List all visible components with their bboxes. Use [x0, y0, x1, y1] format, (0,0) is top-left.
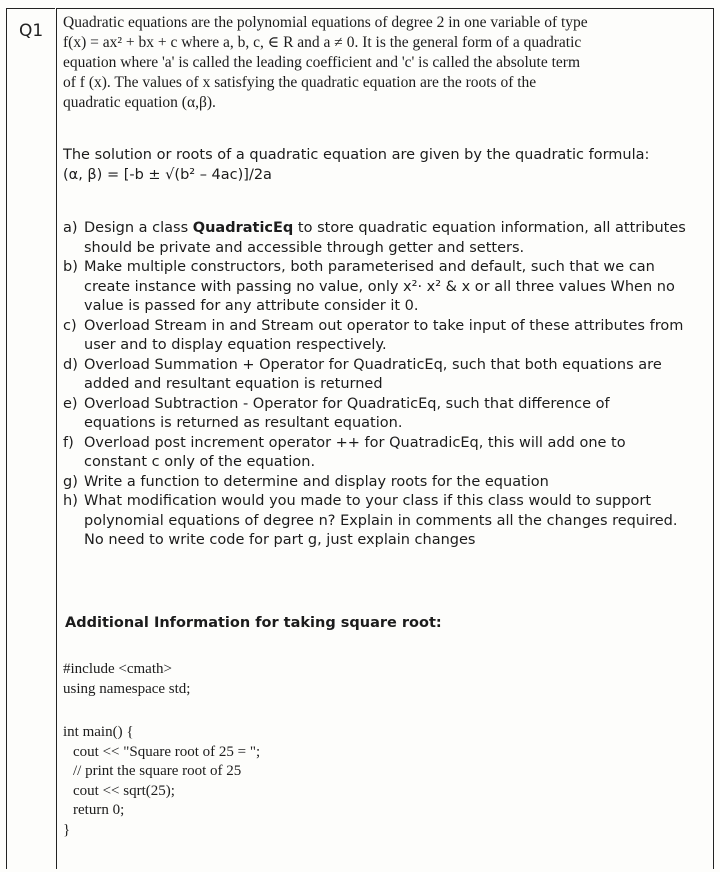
- task-label: h): [56, 492, 84, 551]
- code-line: cout << sqrt(25);: [73, 782, 175, 799]
- task-text: [84, 492, 711, 551]
- task-label: e): [56, 395, 84, 434]
- task-item: [57, 395, 711, 434]
- task-item: [57, 492, 711, 551]
- class-name: QuadraticEq: [192, 220, 294, 236]
- intro-line: Quadratic equations are the polynomial equations of degree 2 in one variable of type: [63, 14, 588, 31]
- intro-paragraph: [63, 13, 711, 113]
- task-line: create instance with passing no value, only x²· x² & x or all three values When no: [84, 278, 675, 295]
- task-line: Write a function to determine and display roots for the equation: [84, 473, 549, 490]
- code-main-block: [63, 723, 703, 840]
- task-item: [57, 434, 711, 473]
- task-line: Make multiple constructors, both parameterised and default, such that we can: [84, 259, 655, 275]
- task-label: a): [56, 219, 84, 258]
- task-label: b): [56, 258, 84, 317]
- task-line: user and to display equation respectively.: [84, 337, 387, 353]
- question-number: Q1: [19, 21, 44, 41]
- question-content-cell: [56, 8, 714, 869]
- code-line: }: [63, 821, 71, 838]
- intro-line: equation where 'a' is called the leading coefficient and 'c' is called the absolute term: [63, 54, 581, 71]
- task-line: Overload post increment operator ++ for QuatradicEq, this will add one to: [84, 434, 626, 451]
- task-line: Design a class: [84, 220, 193, 236]
- task-list: [57, 219, 711, 551]
- intro-line: of f (x). The values of x satisfying the quadratic equation are the roots of the: [63, 74, 537, 91]
- task-label: d): [56, 356, 84, 395]
- additional-info-title: Additional Information for taking square root:: [65, 615, 442, 631]
- task-item: [57, 317, 711, 356]
- code-line: int main() {: [63, 724, 134, 740]
- code-line: #include <cmath>: [63, 661, 172, 677]
- task-text: [84, 434, 711, 473]
- task-line: equations is returned as resultant equation.: [84, 415, 403, 431]
- formula-block: [63, 145, 711, 185]
- intro-line: f(x) = ax² + bx + c where a, b, c, ∈ R and a ≠ 0. It is the general form of a quadratic: [63, 34, 582, 51]
- task-text: [84, 317, 711, 356]
- intro-line: quadratic equation (α,β).: [63, 94, 216, 111]
- task-line: Overload Subtraction - Operator for QuadraticEq, such that difference of: [84, 395, 610, 412]
- code-line: return 0;: [73, 802, 125, 818]
- task-line: to store quadratic equation information, all attributes: [293, 220, 686, 236]
- task-line: value is passed for any attribute consider it 0.: [84, 298, 419, 314]
- task-label: c): [56, 317, 84, 356]
- task-line: Overload Summation + Operator for QuadraticEq, such that both equations are: [84, 356, 662, 373]
- task-line: What modification would you made to your class if this class would to support: [84, 493, 652, 509]
- formula-intro: The solution or roots of a quadratic equation are given by the quadratic formula:: [63, 147, 650, 163]
- question-number-cell: [6, 8, 55, 869]
- task-text: [84, 356, 711, 395]
- task-item: [57, 219, 711, 258]
- task-line: added and resultant equation is returned: [84, 376, 383, 392]
- code-header-block: [63, 660, 703, 699]
- task-text: [84, 219, 711, 258]
- task-item: [57, 473, 711, 493]
- task-text: [84, 258, 711, 317]
- quadratic-formula: (α, β) = [-b ± √(b² – 4ac)]/2a: [63, 167, 272, 183]
- task-line: polynomial equations of degree n? Explain in comments all the changes required.: [84, 512, 678, 529]
- task-line: should be private and accessible through getter and setters.: [84, 239, 525, 256]
- task-label: g): [56, 473, 84, 493]
- task-line: No need to write code for part g, just explain changes: [84, 532, 476, 548]
- code-comment: // print the square root of 25: [73, 763, 242, 779]
- task-line: Overload Stream in and Stream out operator to take input of these attributes from: [84, 317, 684, 334]
- task-item: [57, 258, 711, 317]
- code-line: using namespace std;: [63, 680, 191, 697]
- task-line: constant c only of the equation.: [84, 454, 316, 470]
- task-item: [57, 356, 711, 395]
- task-text: [84, 473, 711, 493]
- task-text: [84, 395, 711, 434]
- task-label: f): [56, 434, 84, 473]
- code-line: cout << "Square root of 25 = ";: [73, 743, 261, 760]
